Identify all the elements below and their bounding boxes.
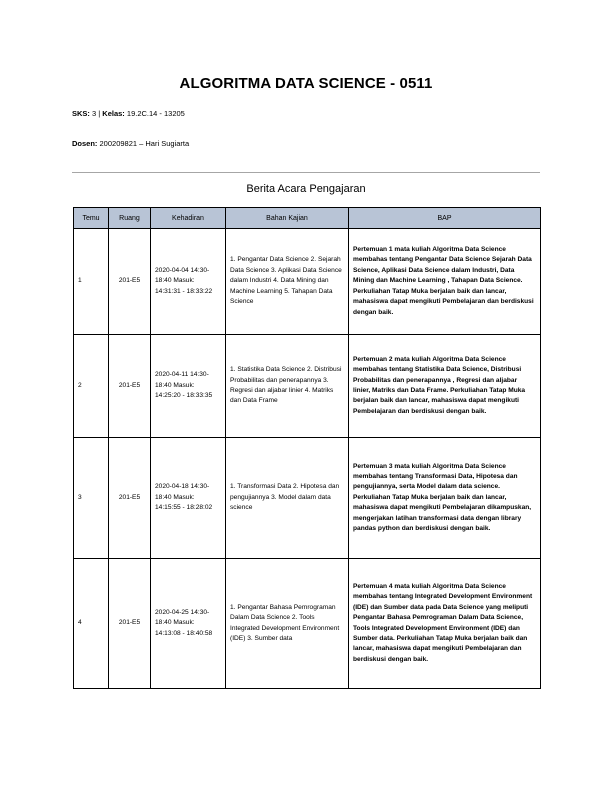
section-title: Berita Acara Pengajaran	[246, 183, 366, 195]
cell-temu: 3	[74, 438, 109, 559]
cell-bap: Pertemuan 2 mata kuliah Algoritma Data Science membahas tentang Statistika Data Science, Distribusi Probabilitas dan penerapannya , Regresi dan aljabar linier, Matriks dan Data Frame. Perkuliahan Tatap Muka berjalan baik dan lancar, mahasiswa dapat mengikuti Pembelajaran dan berdiskusi dengan baik.	[349, 335, 541, 438]
table-row	[74, 229, 541, 335]
header-bap: BAP	[349, 208, 541, 229]
sks-value: 3 |	[89, 109, 103, 118]
header-bahan-kajian: Bahan Kajian	[226, 208, 349, 229]
kelas-label: Kelas:	[102, 109, 125, 118]
cell-bap: Pertemuan 4 mata kuliah Algoritma Data Science membahas tentang Integrated Development Environment (IDE) dan Sumber data pada Data Science yang meliputi Pengantar Bahasa Pemrograman Dalam Data Science, Tools Integrated Development Environment (IDE) dan Sumber data. Perkuliahan Tatap Muka berjalan baik dan lancar, mahasiswa dapat mengikuti Pembelajaran dan berdiskusi dengan baik.	[349, 559, 541, 689]
cell-ruang: 201-E5	[109, 559, 151, 689]
sks-label: SKS:	[72, 109, 90, 118]
cell-ruang: 201-E5	[109, 229, 151, 335]
lecturer-line	[72, 139, 189, 148]
header-temu: Temu	[74, 208, 109, 229]
cell-kehadiran: 2020-04-18 14:30-18:40 Masuk: 14:15:55 - 18:28:02	[151, 438, 226, 559]
divider	[72, 172, 540, 173]
cell-kehadiran: 2020-04-04 14:30-18:40 Masuk: 14:31:31 - 18:33:22	[151, 229, 226, 335]
cell-bap: Pertemuan 3 mata kuliah Algoritma Data Science membahas tentang Transformasi Data, Hipotesa dan pengujiannya, serta Model dalam data science. Perkuliahan Tatap Muka berjalan baik dan lancar, mahasiswa dapat mengikuti Pembelajaran dikampuskan, mengerjakan latihan transformasi data dengan library pandas python dan berdiskusi dengan baik.	[349, 438, 541, 559]
cell-bahan-kajian: 1. Statistika Data Science 2. Distribusi Probabilitas dan penerapannya 3. Regresi dan aljabar linier 4. Matriks dan Data Frame	[226, 335, 349, 438]
cell-bap: Pertemuan 1 mata kuliah Algoritma Data Science membahas tentang Pengantar Data Science Sejarah Data Science, Aplikasi Data Science dalam Industri, Data Mining dan Machine Learning , Tahapan Data Science. Perkuliahan Tatap Muka berjalan baik dan lancar, mahasiswa dapat mengikuti Pembelajaran dan berdiskusi dengan baik.	[349, 229, 541, 335]
course-title: ALGORITMA DATA SCIENCE - 0511	[179, 75, 433, 92]
cell-temu: 1	[74, 229, 109, 335]
header-ruang: Ruang	[109, 208, 151, 229]
cell-bahan-kajian: 1. Pengantar Data Science 2. Sejarah Data Science 3. Aplikasi Data Science dalam Industri 4. Data Mining dan Machine Learning 5. Tahapan Data Science	[226, 229, 349, 335]
cell-kehadiran: 2020-04-11 14:30-18:40 Masuk: 14:25:20 - 18:33:35	[151, 335, 226, 438]
cell-ruang: 201-E5	[109, 335, 151, 438]
cell-bahan-kajian: 1. Transformasi Data 2. Hipotesa dan pengujiannya 3. Model dalam data science	[226, 438, 349, 559]
cell-bahan-kajian: 1. Pengantar Bahasa Pemrograman Dalam Data Science 2. Tools Integrated Development Environment (IDE) 3. Sumber data	[226, 559, 349, 689]
course-meta-line	[72, 109, 185, 118]
bap-table	[73, 207, 541, 689]
table-row	[74, 335, 541, 438]
dosen-label: Dosen:	[72, 139, 98, 148]
cell-ruang: 201-E5	[109, 438, 151, 559]
dosen-value: 200209821 – Hari Sugiarta	[97, 139, 190, 148]
table-header-row	[74, 208, 541, 229]
table-row	[74, 559, 541, 689]
kelas-value: 19.2C.14 - 13205	[124, 109, 185, 118]
cell-temu: 4	[74, 559, 109, 689]
table-row	[74, 438, 541, 559]
header-kehadiran: Kehadiran	[151, 208, 226, 229]
cell-temu: 2	[74, 335, 109, 438]
cell-kehadiran: 2020-04-25 14:30-18:40 Masuk: 14:13:08 - 18:40:58	[151, 559, 226, 689]
